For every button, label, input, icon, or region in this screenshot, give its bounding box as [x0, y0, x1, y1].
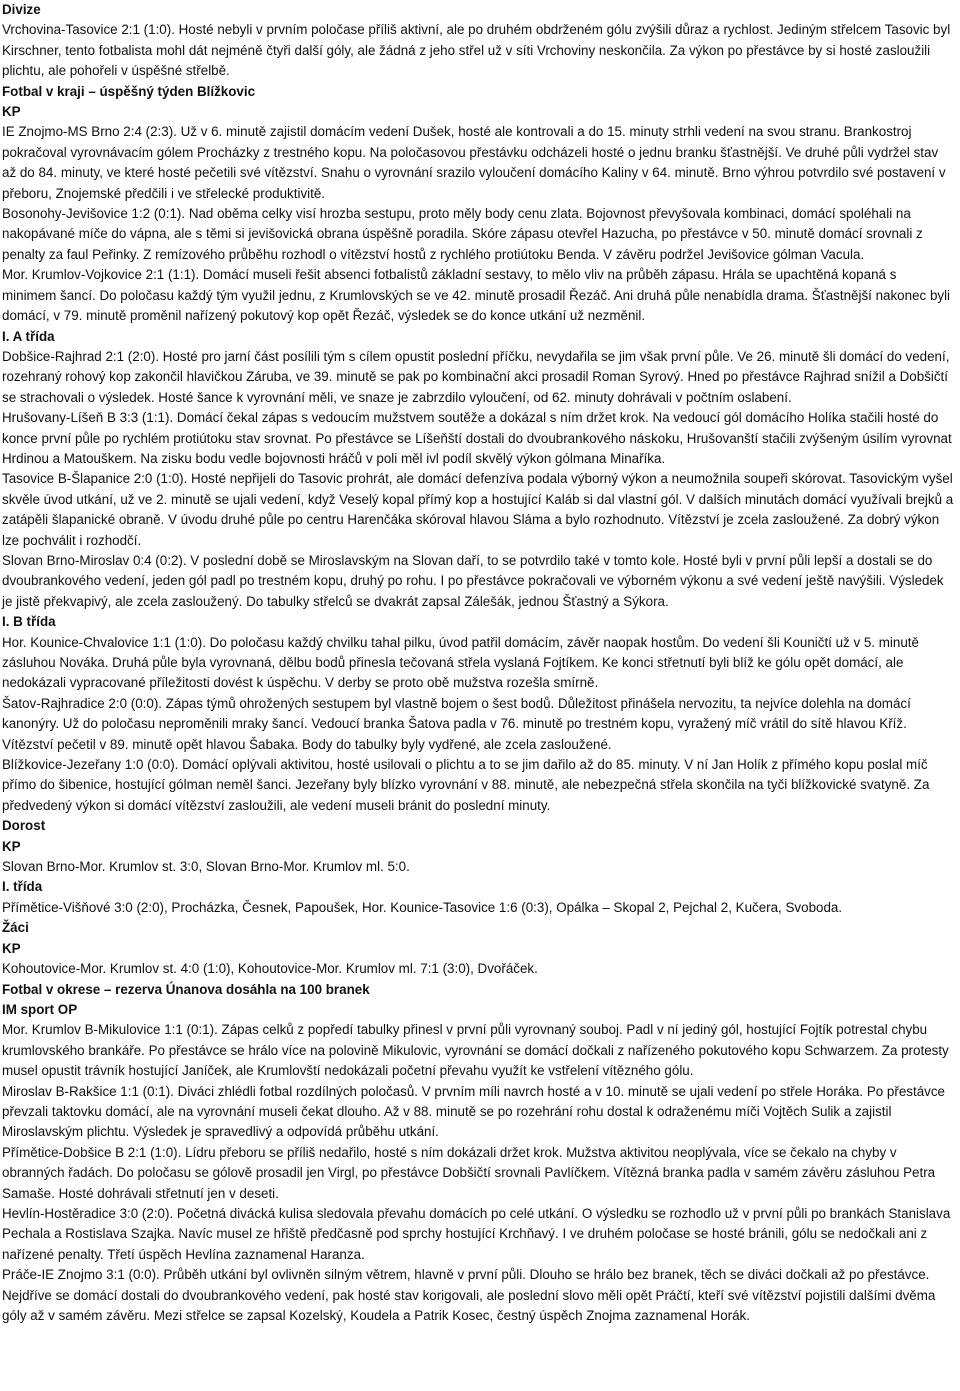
report-paragraph: Mor. Krumlov B-Mikulovice 1:1 (0:1). Zápas celků z popředí tabulky přinesl v první půli vyrovnaný souboj. Padl v ní jediný gól, hostující Fojtík potrestal chybu krumlovského brankáře. Po přestávce se hrálo více na polovině Mikulovic, vyrovnání se domácí dočkali z nařízeného pokutového kopu Schwarzem. Za protesty musel opustit trávník hostující Janíček, ale Krumlovští nedokázali početní převahu využít ke vstřelení vítězného gólu.	[2, 1022, 949, 1079]
report-paragraph: Šatov-Rajhradice 2:0 (0:0). Zápas týmů ohrožených sestupem byl vlastně bojem o šest bodů. Důležitost přinášela nervozitu, ta nejvíce dolehla na domácí kanonýry. Už do poločasu neproměnili mraky šancí. Vedoucí branka Šatova padla v 76. minutě po trestném kopu, vyražený míč vrátil do sítě hlavou Kříž. Vítězství pečetil v 89. minutě opět hlavou Šabaka. Body do tabulky byly vydřené, ale zcela zasloužené.	[2, 695, 911, 752]
report-paragraph: Práče-IE Znojmo 3:1 (0:0). Průběh utkání byl ovlivněn silným větrem, hlavně v první půli. Dlouho se hrálo bez branek, těch se diváci dočkali až po přestávce. Nejdříve se domácí dostali do dvoubrankového vedení, pak hosté stav korigovali, ale poslední slovo měli opět Práčtí, kteří své vítězství pojistili dalšími dvěma góly až v samém závěru. Mezi střelce se zapsal Kozelský, Koudela a Patrik Kosec, čestný úspěch Znojma zaznamenal Horák.	[2, 1267, 936, 1323]
report-paragraph: Přímětice-Dobšice B 2:1 (1:0). Lídru přeboru se příliš nedařilo, hosté s ním dokázali držet krok. Mužstva aktivitou neoplývala, více se čekalo na chyby v obranných řadách. Do poločasu se gólově prosadil jen Virgl, po přestávce Dobšičtí srovnali Pavlíčkem. Vítězná branka padla v samém závěru zásluhou Petra Samaše. Hosté dohrávali střetnutí jen v deseti.	[2, 1144, 936, 1201]
report-paragraph: Mor. Krumlov-Vojkovice 2:1 (1:1). Domácí museli řešit absenci fotbalistů základní sestavy, to mělo vliv na průběh zápasu. Hrála se upachtěná kopaná s minimem šancí. Do poločasu každý tým využil jednu, z Krumlovských se ve 42. minutě prosadil Řezáč. Ani druhá půle nenabídla drama. Šťastnější nakonec byli domácí, v 79. minutě proměnil nařízený pokutový kop opět Řezáč, výsledek se do konce utkání už nezměnil.	[2, 267, 951, 324]
report-paragraph: Blížkovice-Jezeřany 1:0 (0:0). Domácí oplývali aktivitou, hosté usilovali o plichtu a to se jim dařilo až do 85. minuty. V ní Jan Holík z přímého kopu poslal míč přímo do šibenice, hostující gólman neměl šanci. Jezeřany byly blízko vyrovnání v 88. minutě, ale nebezpečná střela skončila na tyči blížkovické svatyně. Za předvedený výkon si domácí vítězství zasloužili, ale vedení museli bránit do poslední minuty.	[2, 757, 930, 813]
report-paragraph: Dobšice-Rajhrad 2:1 (2:0). Hosté pro jarní část posílili tým s cílem opustit poslední příčku, nevydařila se jim však první půle. Ve 26. minutě šli domácí do vedení, rozehraný rohový kop zakončil hlavičkou Záruba, ve 39. minutě se pak po kombinační akci prosadil Roman Syrový. Hned po přestávce Rajhrad snížil a Dobšičtí se strachovali o výsledek. Hosté šance k vyrovnání měli, ve snaze je zabrzdilo vyloučení, od 62. minuty dohrávali v počtním oslabení.	[2, 348, 950, 405]
report-paragraph: Hor. Kounice-Chvalovice 1:1 (1:0). Do poločasu každý chvilku tahal pilku, úvod patřil domácím, závěr naopak hostům. Do vedení šli Kouničtí už v 5. minutě zásluhou Nováka. Druhá půle byla vyrovnaná, dělbu bodů přinesla tečovaná střela vyslaná Fojtíkem. Ke konci střetnutí byli blíž ke gólu opět domácí, ale nedokázali vypracované příležitosti dovést k úspěchu. V derby se proto obě mužstva rozešla smírně.	[2, 634, 919, 691]
report-paragraph: Bosonohy-Jevišovice 1:2 (0:1). Nad oběma celky visí hrozba sestupu, proto měly body cenu zlata. Bojovnost převyšovala kombinaci, domácí spoléhali na nakopávané míče do vápna, ale s těmi si jevišovická obrana úspěšně poradila. Skóre zápasu otevřel Hazucha, po přestávce v 50. minutě domácí srovnali z penalty za faul Peřinky. Z remízového průběhu rozhodl o vítězství hostů z rychlého protiútoku Benda. V závěru podržel Jevišovice gólman Vacula.	[2, 206, 923, 262]
report-paragraph: Vrchovina-Tasovice 2:1 (1:0). Hosté nebyli v prvním poločase příliš aktivní, ale po druhém obdrženém gólu zvýšili důraz a rychlost. Jediným střelcem Tasovic byl Kirschner, tento fotbalista mohl dát nejméně čtyři další góly, ale žádná z jeho střel už v síti Vrchoviny neskončila. Za výkon po přestávce by si hosté zasloužili plichtu, ale pohořeli v úspěšné střelbě.	[2, 22, 951, 79]
section-heading: KP	[2, 838, 21, 854]
section-heading: I. A třída	[2, 328, 55, 344]
report-paragraph: Slovan Brno-Mor. Krumlov st. 3:0, Slovan Brno-Mor. Krumlov ml. 5:0.	[2, 859, 410, 875]
report-paragraph: Slovan Brno-Miroslav 0:4 (0:2). V poslední době se Miroslavským na Slovan daří, to se potvrdilo také v tomto kole. Hosté byli v první půli lepší a dostali se do dvoubrankového vedení, jeden gól padl po trestném kopu, druhý po rohu. I po přestávce pokračovali ve výborném výkonu a své vedení ještě navýšili. Výsledek je jistě překvapivý, ale zcela zasloužený. Do tabulky střelců se dvakrát zapsal Zálešák, jednou Šťastný a Sýkora.	[2, 552, 944, 609]
section-heading: Fotbal v okrese – rezerva Únanova dosáhla na 100 branek	[2, 981, 370, 997]
report-paragraph: Tasovice B-Šlapanice 2:0 (1:0). Hosté nepřijeli do Tasovic prohrát, ale domácí defenzíva podala výborný výkon a neumožnila soupeři skórovat. Tasovickým vyšel skvěle úvod utkání, už ve 2. minutě se ujali vedení, když Veselý kopal přímý kop a hostující Kaláb si dal vlastní gól. V dalších minutách domácí využívali brejků a zatápěli šlapanické obraně. V úvodu druhé půle po centru Harenčáka skóroval hlavou Sláma a bylo rozhodnuto. Vítězství je zcela zasloužené. Za dobrý výkon lze pochválit i rozhodčí.	[2, 471, 954, 548]
report-paragraph: Přímětice-Višňové 3:0 (2:0), Procházka, Česnek, Papoušek, Hor. Kounice-Tasovice 1:6 (0:3), Opálka – Skopal 2, Pejchal 2, Kučera, Svoboda.	[2, 899, 843, 915]
report-paragraph: Kohoutovice-Mor. Krumlov st. 4:0 (1:0), Kohoutovice-Mor. Krumlov ml. 7:1 (3:0), Dvořáček.	[2, 961, 538, 977]
report-paragraph: Hrušovany-Líšeň B 3:3 (1:1). Domácí čekal zápas s vedoucím mužstvem soutěže a dokázal s ním držet krok. Na vedoucí gól domácího Holíka stačili hosté do konce první půle po rychlém protiútoku stav srovnat. Po přestávce se Líšeňští dostali do dvoubrankového náskoku, Hrušovanští stačili zvýšeným úsilím vyrovnat Hrdinou a Matouškem. Na zisku bodu vedle bojovnosti hráčů v poli měl ivl podíl skvělý výkon gólmana Minaříka.	[2, 410, 952, 466]
section-heading: I. třída	[2, 879, 43, 895]
section-heading: Dorost	[2, 818, 46, 834]
section-heading: IM sport OP	[2, 1001, 78, 1017]
section-heading: KP	[2, 104, 21, 120]
section-heading: Divize	[2, 2, 41, 17]
section-heading: Žáci	[2, 920, 29, 936]
report-paragraph: Hevlín-Hostěradice 3:0 (2:0). Početná divácká kulisa sledovala převahu domácích po celé utkání. O výsledku se rozhodlo už v první půli po brankách Stanislava Pechala a Rostislava Szajka. Navíc musel ze hřiště předčasně pod sprchy hostující Krchňavý. I ve druhém poločase se hosté bránili, gólu se nedočkali ani z nařízené penalty. Třetí úspěch Hevlína zaznamenal Haranza.	[2, 1205, 951, 1262]
section-heading: KP	[2, 940, 21, 956]
report-paragraph: Miroslav B-Rakšice 1:1 (0:1). Diváci zhlédli fotbal rozdílných poločasů. V prvním míli navrch hosté a v 10. minutě se ujali vedení po střele Horáka. Po přestávce převzali taktovku domácí, ale na vyrovnání museli čekat dlouho. Až v 88. minutě se po rozehrání rohu dostal k odraženému míči Vojtěch Sulik a zajistil Miroslavským plichtu. Výsledek je spravedlivý a odpovídá průběhu utkání.	[2, 1083, 945, 1140]
article-content	[2, 0, 954, 1326]
section-heading: Fotbal v kraji – úspěšný týden Blížkovic	[2, 83, 256, 99]
report-paragraph: IE Znojmo-MS Brno 2:4 (2:3). Už v 6. minutě zajistil domácím vedení Dušek, hosté ale kontrovali a do 15. minuty strhli vedení na svou stranu. Brankostroj pokračoval vyrovnávacím gólem Procházky z trestného kopu. Na poločasovou přestávku odcházeli hosté o jednu branku šťastnější. Ve druhé půli vydržel stav až do 84. minuty, ve které hosté pečetili své vítězství. Snahu o vyrovnání srazilo vyloučení domácího Kaliny v 64. minutě. Brno výhrou potvrdilo své postavení v přeboru, Znojemské předčili i ve střelecké produktivitě.	[2, 124, 946, 201]
section-heading: I. B třída	[2, 614, 56, 630]
